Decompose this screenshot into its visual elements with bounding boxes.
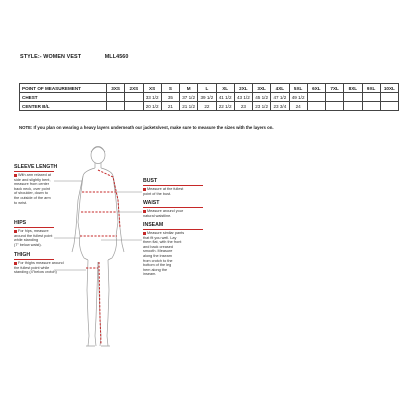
hips-title: HIPS	[14, 220, 27, 226]
table-cell	[326, 93, 344, 102]
table-cell	[307, 102, 325, 111]
table-cell	[380, 102, 398, 111]
size-header: XL	[216, 84, 234, 93]
size-header: 2XS	[125, 84, 143, 93]
bust-title: BUST	[143, 178, 158, 184]
waist-title: WAIST	[143, 200, 160, 206]
thigh-underline	[14, 259, 54, 260]
table-header-row	[20, 84, 399, 93]
table-cell: 37 1/2	[180, 93, 198, 102]
table-cell	[125, 93, 143, 102]
table-cell: 41 1/2	[216, 93, 234, 102]
table-cell: 21 1/2	[180, 102, 198, 111]
row-label: CHEST	[20, 93, 107, 102]
size-header: 6XL	[307, 84, 325, 93]
table-cell: 33 1/2	[143, 93, 161, 102]
table-cell	[362, 93, 380, 102]
table-cell: 47 1/2	[271, 93, 289, 102]
table-row-center-bl	[20, 102, 399, 111]
size-header: 3XL	[253, 84, 271, 93]
style-line	[20, 54, 129, 60]
body-figure-illustration	[0, 140, 416, 360]
table-cell	[326, 102, 344, 111]
table-cell	[107, 93, 125, 102]
bullet-icon	[14, 174, 17, 177]
table-cell: 22	[198, 102, 216, 111]
table-cell: 21	[161, 102, 179, 111]
inseam-underline	[143, 229, 203, 230]
bullet-icon	[14, 230, 17, 233]
sleeve-length-underline	[14, 171, 54, 172]
waist-desc: Measure around your natural waistline.	[143, 209, 184, 218]
style-code: MLL4560	[104, 54, 129, 60]
table-cell: 35	[161, 93, 179, 102]
size-header: 3XS	[107, 84, 125, 93]
size-header: 9XL	[362, 84, 380, 93]
table-cell: 22 1/2	[216, 102, 234, 111]
bust-desc: Measure at the fullest point of the bust.	[143, 187, 184, 196]
table-cell	[344, 93, 362, 102]
table-cell: 39 1/2	[198, 93, 216, 102]
table-cell: 24	[289, 102, 307, 111]
size-chart-table	[19, 83, 399, 111]
style-label: STYLE:- WOMEN VEST	[20, 54, 82, 60]
inseam-title: INSEAM	[143, 222, 164, 228]
layering-note: NOTE: If you plan on wearing a heavy layers underneath our jackets/vest, make sure to measure the sizes with the layers on.	[19, 125, 274, 130]
hips-underline	[14, 227, 54, 228]
size-header: 4XL	[271, 84, 289, 93]
size-header: 7XL	[326, 84, 344, 93]
table-cell	[107, 102, 125, 111]
corner-label: POINT OF MEASUREMENT	[20, 84, 107, 93]
inseam-desc: Measure similar pants that fit you well. Lay them flat, with the front and back creased smooth. Measure along the inseam from crotch to the bottom of the leg hem along the inseam.	[143, 231, 185, 277]
thigh-desc: For thighs measure around the fullest point while standing (4"below crotch)	[14, 261, 64, 275]
size-header: 8XL	[344, 84, 362, 93]
table-cell: 23 1/2	[253, 102, 271, 111]
size-header: XS	[143, 84, 161, 93]
size-header: S	[161, 84, 179, 93]
table-cell	[125, 102, 143, 111]
table-cell: 23	[234, 102, 252, 111]
hips-desc: For hips, measure around the fullest point while standing (7" below waist).	[14, 229, 53, 247]
table-row-chest	[20, 93, 399, 102]
table-cell: 49 1/2	[289, 93, 307, 102]
bullet-icon	[14, 262, 17, 265]
bullet-icon	[143, 232, 146, 235]
table-cell: 45 1/2	[253, 93, 271, 102]
table-cell: 20 1/2	[143, 102, 161, 111]
table-cell	[307, 93, 325, 102]
size-header: 10XL	[380, 84, 398, 93]
size-header: 5XL	[289, 84, 307, 93]
table-cell	[380, 93, 398, 102]
table-cell: 23 3/4	[271, 102, 289, 111]
sleeve-length-title: SLEEVE LENGTH	[14, 164, 58, 170]
table-cell	[362, 102, 380, 111]
size-header: M	[180, 84, 198, 93]
bullet-icon	[143, 188, 146, 191]
table-cell: 43 1/2	[234, 93, 252, 102]
waist-underline	[143, 207, 203, 208]
size-header: 2XL	[234, 84, 252, 93]
thigh-title: THIGH	[14, 252, 31, 258]
bust-underline	[143, 185, 203, 186]
row-label: CENTER B/L	[20, 102, 107, 111]
table-cell	[344, 102, 362, 111]
size-header: L	[198, 84, 216, 93]
bullet-icon	[143, 210, 146, 213]
sleeve-length-desc: With arm relaxed at side and slightly bent, measure from center back neck, over point of shoulder, down to the outside of the arm to wrist.	[14, 173, 51, 205]
measurement-diagram	[0, 140, 416, 360]
